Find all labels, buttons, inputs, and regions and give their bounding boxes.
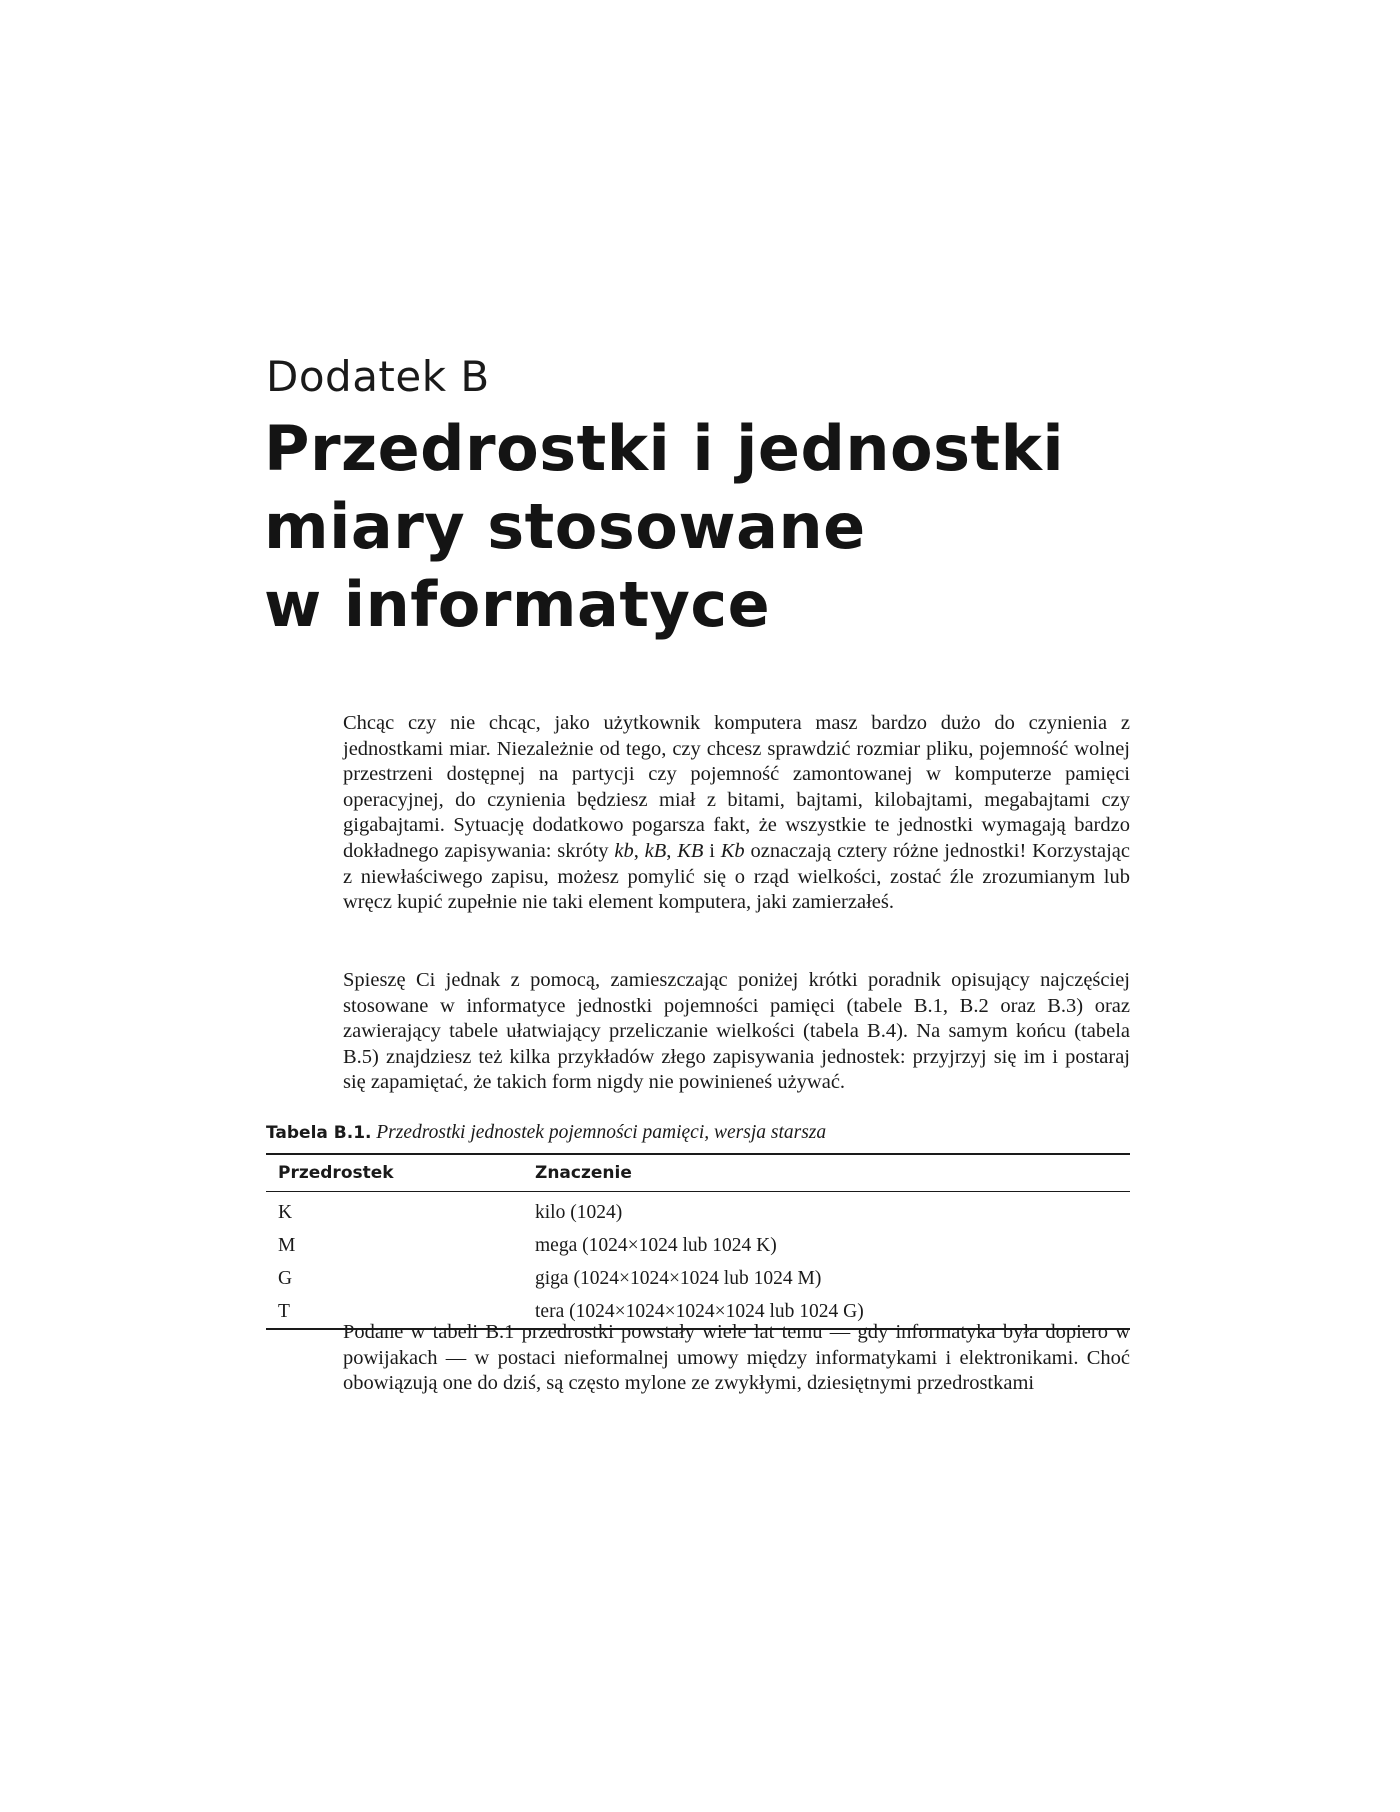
paragraph-text: oznaczają cztery różne jednostki! Korzystając z niewłaściwego zapisu, możesz pomylić się o rząd wielkości, zostać źle zrozumianym lub wręcz kupić zupełnie nie taki element komputera, jaki zamierzałeś. (343, 839, 1130, 914)
separator: , (666, 839, 678, 862)
abbreviation: kb (614, 839, 634, 862)
prefix-cell: T (278, 1300, 290, 1322)
chapter-title-line: w informatyce (264, 568, 771, 641)
chapter-title-line: miary stosowane (264, 490, 866, 563)
meaning-cell: giga (1024×1024×1024 lub 1024 M) (535, 1267, 822, 1289)
table-caption-text: Przedrostki jednostek pojemności pamięci, wersja starsza (376, 1122, 827, 1143)
column-header-prefix: Przedrostek (278, 1163, 394, 1183)
separator: i (703, 839, 721, 862)
meaning-cell: tera (1024×1024×1024×1024 lub 1024 G) (535, 1300, 864, 1322)
meaning-cell: mega (1024×1024 lub 1024 K) (535, 1234, 777, 1256)
table-row (266, 1229, 1130, 1262)
abbreviation: KB (677, 839, 704, 862)
separator: , (633, 839, 645, 862)
prefix-cell: K (278, 1201, 293, 1223)
chapter-label: Dodatek B (266, 352, 490, 401)
paragraph-text: Chcąc czy nie chcąc, jako użytkownik komputera masz bardzo dużo do czynienia z jednostkami miar. Niezależnie od tego, czy chcesz sprawdzić rozmiar pliku, pojemność wolnej przestrzeni dostępnej na partycji czy pojemność zamontowanej w komputerze pamięci operacyjnej, do czynienia będziesz miał z bitami, bajtami, kilobajtami, megabajtami czy gigabajtami. Sytuację dodatkowo pogarsza fakt, że wszystkie te jednostki wymagają bardzo dokładnego zapisywania: skróty (343, 712, 1130, 862)
table-row (266, 1192, 1130, 1230)
table-caption (266, 1122, 826, 1144)
abbreviation: kB (644, 839, 667, 862)
chapter-title-line: Przedrostki i jednostki (264, 412, 1065, 485)
table-row (266, 1262, 1130, 1295)
prefix-cell: G (278, 1267, 293, 1289)
column-header-meaning: Znaczenie (535, 1163, 632, 1183)
table-caption-label: Tabela B.1. (266, 1123, 372, 1143)
history-paragraph: Podane w tabeli B.1 przedrostki powstały wiele lat temu — gdy informatyka była dopiero w powijakach — w postaci nieformalnej umowy między informatykami i elektronikami. Choć obowiązują one do dziś, są często mylone ze zwykłymi, dziesiętnymi przedrostkami (343, 1321, 1130, 1395)
guide-paragraph: Spieszę Ci jednak z pomocą, zamieszczając poniżej krótki poradnik opisujący najczęściej stosowane w informatyce jednostki pojemności pamięci (tabele B.1, B.2 oraz B.3) oraz zawierający tabele ułatwiający przeliczanie wielkości (tabela B.4). Na samym końcu (tabela B.5) znajdziesz też kilka przykładów złego zapisywania jednostek: przyjrzyj się im i postaraj się zapamiętać, że takich form nigdy nie powinieneś używać. (343, 969, 1130, 1094)
meaning-cell: kilo (1024) (535, 1201, 623, 1223)
table-header-row (266, 1154, 1130, 1192)
prefix-cell: M (278, 1234, 296, 1256)
abbreviation: Kb (720, 839, 745, 862)
prefix-table (266, 1153, 1130, 1330)
intro-paragraph (343, 711, 1130, 916)
chapter-title (264, 410, 1164, 644)
